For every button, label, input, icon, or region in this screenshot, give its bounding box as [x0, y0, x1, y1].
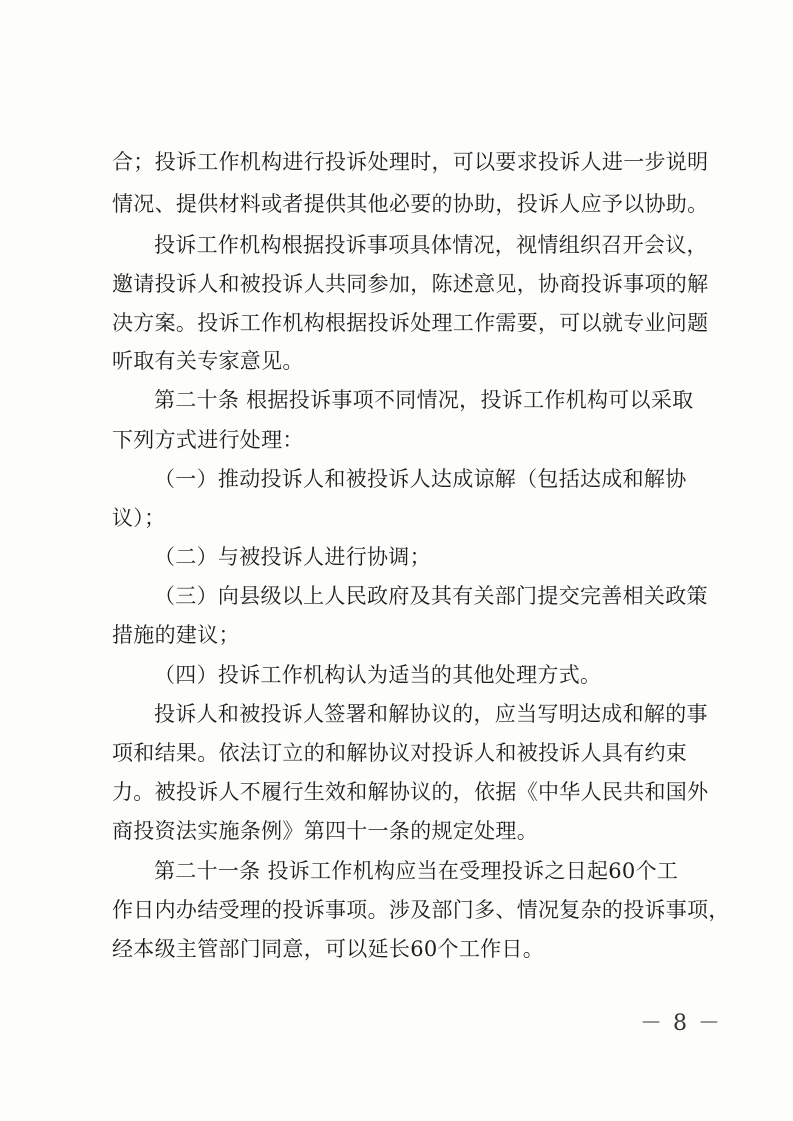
page-number: － 8 －	[640, 1011, 722, 1036]
text-line: 商投资法实施条例》第四十一条的规定处理。	[112, 819, 538, 843]
text-line: 下列方式进行处理：	[112, 428, 304, 452]
text-line: （二）与被投诉人进行协调；	[154, 545, 431, 569]
text-line: 情况、提供材料或者提供其他必要的协助，投诉人应予以协助。	[112, 192, 709, 216]
text-line: 力。被投诉人不履行生效和解协议的，依据《中华人民共和国外	[112, 780, 709, 804]
text-line: 措施的建议；	[112, 623, 240, 647]
text-line: （四）投诉工作机构认为适当的其他处理方式。	[154, 663, 602, 687]
text-line: （三）向县级以上人民政府及其有关部门提交完善相关政策	[154, 584, 708, 608]
text-line: 经本级主管部门同意，可以延长60个工作日。	[112, 937, 545, 961]
text-line: 第二十条 根据投诉事项不同情况，投诉工作机构可以采取	[154, 388, 694, 412]
text-line: 第二十一条 投诉工作机构应当在受理投诉之日起60个工	[154, 859, 679, 883]
text-line: 项和结果。依法订立的和解协议对投诉人和被投诉人具有约束	[112, 741, 688, 765]
text-line: 投诉人和被投诉人签署和解协议的，应当写明达成和解的事	[154, 702, 708, 726]
text-line: 作日内办结受理的投诉事项。涉及部门多、情况复杂的投诉事项，	[112, 898, 730, 922]
text-line: 议）；	[112, 506, 166, 530]
text-line: 合；投诉工作机构进行投诉处理时，可以要求投诉人进一步说明	[112, 150, 709, 174]
text-line: （一）推动投诉人和被投诉人达成谅解（包括达成和解协	[154, 467, 687, 491]
text-line: 邀请投诉人和被投诉人共同参加，陈述意见，协商投诉事项的解	[112, 272, 709, 296]
text-line: 决方案。投诉工作机构根据投诉处理工作需要，可以就专业问题	[112, 311, 709, 335]
text-line: 投诉工作机构根据投诉事项具体情况，视情组织召开会议，	[154, 233, 708, 257]
text-line: 听取有关专家意见。	[112, 349, 304, 373]
